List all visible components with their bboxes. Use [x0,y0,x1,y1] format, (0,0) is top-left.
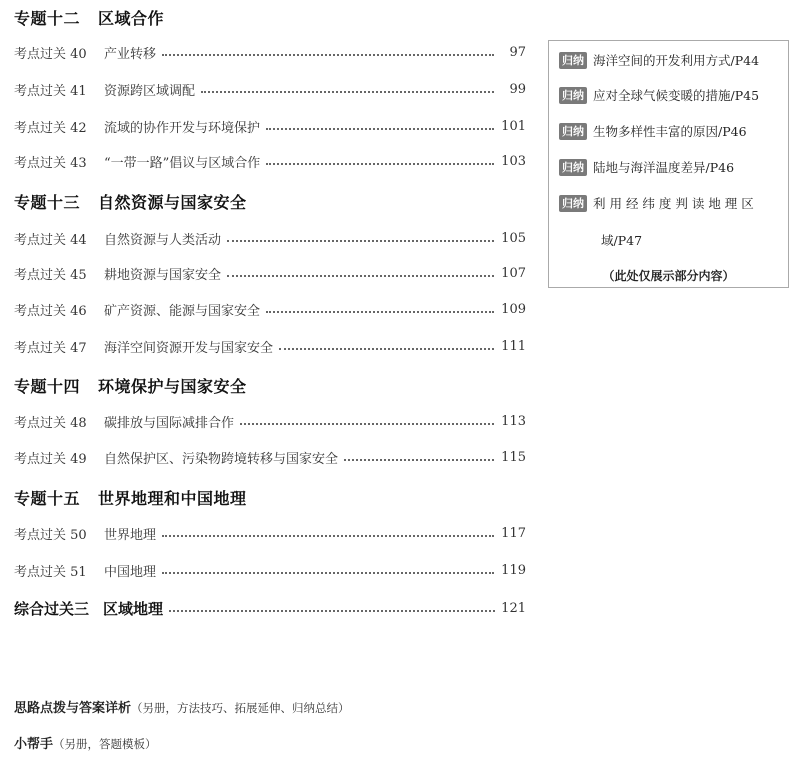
section-title [14,374,247,397]
section-name: 自然资源与国家安全 [98,193,247,212]
entry-title: 世界地理 [104,527,157,543]
summary-sidebox [548,40,789,288]
summary-text: 陆地与海洋温度差异/P46 [593,160,735,175]
final-code: 综合过关三 [14,599,90,618]
entry-title: 耕地资源与国家安全 [104,267,222,283]
entry-code: 考点过关 46 [14,303,87,319]
footer-main: 思路点拨与答案详析 [14,701,132,716]
entry-code: 考点过关 42 [14,120,87,136]
toc-entry[interactable] [14,336,526,356]
toc-entry[interactable] [14,447,526,467]
toc-entry[interactable] [14,560,526,580]
summary-item[interactable] [559,194,754,212]
final-page: 121 [501,600,526,616]
summary-text: 利 用 经 纬 度 判 读 地 理 区 [593,196,754,211]
section-title [14,486,247,509]
entry-title: 碳排放与国际减排合作 [104,415,235,431]
dot-leader [169,610,495,612]
entry-page: 97 [509,44,526,60]
summary-text: 应对全球气候变暖的措施/P45 [593,88,760,103]
entry-title: 资源跨区域调配 [104,83,196,99]
dot-leader [279,348,494,350]
entry-code: 考点过关 47 [14,340,87,356]
dot-leader [266,163,494,165]
summary-badge: 归纳 [559,52,587,69]
dot-leader [266,128,494,130]
section-name: 区域合作 [98,9,165,28]
entry-page: 105 [501,230,526,246]
summary-item[interactable] [559,51,759,69]
entry-page: 119 [501,562,526,578]
entry-code: 考点过关 50 [14,527,87,543]
entry-code: 考点过关 48 [14,415,87,431]
footer-helper [14,733,157,752]
toc-entry[interactable] [14,263,526,283]
entry-code: 考点过关 49 [14,451,87,467]
entry-code: 考点过关 44 [14,232,87,248]
section-name: 环境保护与国家安全 [98,377,247,396]
section-name: 世界地理和中国地理 [98,489,247,508]
entry-code: 考点过关 51 [14,564,87,580]
summary-badge: 归纳 [559,123,587,140]
section-code: 专题十四 [14,377,81,396]
toc-entry[interactable] [14,116,526,136]
entry-page: 99 [509,81,526,97]
dot-leader [162,572,494,574]
dot-leader [240,423,494,425]
toc-entry[interactable] [14,79,526,99]
entry-title: 自然保护区、污染物跨境转移与国家安全 [104,451,339,467]
summary-badge: 归纳 [559,195,587,212]
summary-item[interactable] [559,122,747,140]
entry-page: 107 [501,265,526,281]
entry-page: 111 [501,338,526,354]
toc-entry[interactable] [14,228,526,248]
entry-page: 103 [501,153,526,169]
footer-main: 小帮手 [14,737,54,752]
entry-code: 考点过关 40 [14,46,87,62]
dot-leader [201,91,494,93]
section-title [14,6,164,29]
entry-title: 产业转移 [104,46,157,62]
toc-final-entry[interactable] [14,597,526,619]
entry-code: 考点过关 41 [14,83,87,99]
section-title [14,190,247,213]
toc-entry[interactable] [14,523,526,543]
entry-title: 自然资源与人类活动 [104,232,222,248]
dot-leader [344,459,494,461]
entry-page: 109 [501,301,526,317]
summary-item[interactable] [559,86,759,104]
footer-sub: （另册，答题模板） [53,737,157,751]
toc-entry[interactable] [14,299,526,319]
section-code: 专题十五 [14,489,81,508]
dot-leader [227,240,494,242]
entry-page: 101 [501,118,526,134]
entry-title: 中国地理 [104,564,157,580]
final-label [14,598,163,619]
toc-entry[interactable] [14,42,526,62]
section-code: 专题十三 [14,193,81,212]
summary-badge: 归纳 [559,159,587,176]
footer-answer-book [14,697,350,716]
entry-title: 流域的协作开发与环境保护 [104,120,261,136]
partial-content-note: （此处仅展示部分内容） [602,269,735,283]
entry-title: 海洋空间资源开发与国家安全 [104,340,274,356]
summary-text: 生物多样性丰富的原因/P46 [593,124,747,139]
dot-leader [227,275,494,277]
entry-page: 115 [501,449,526,465]
summary-text-continuation: 域/P47 [601,233,643,248]
dot-leader [162,54,494,56]
summary-badge: 归纳 [559,87,587,104]
final-name: 区域地理 [103,599,164,618]
entry-page: 113 [501,413,526,429]
entry-title: 矿产资源、能源与国家安全 [104,303,261,319]
dot-leader [162,535,494,537]
section-code: 专题十二 [14,9,81,28]
entry-title: “一带一路”倡议与区域合作 [104,155,261,171]
summary-text: 海洋空间的开发利用方式/P44 [593,53,760,68]
entry-code: 考点过关 45 [14,267,87,283]
entry-page: 117 [501,525,526,541]
dot-leader [266,311,494,313]
entry-code: 考点过关 43 [14,155,87,171]
footer-sub: （另册，方法技巧、拓展延伸、归纳总结） [131,701,350,715]
toc-entry[interactable] [14,411,526,431]
toc-entry[interactable] [14,151,526,171]
summary-item[interactable] [559,158,734,176]
